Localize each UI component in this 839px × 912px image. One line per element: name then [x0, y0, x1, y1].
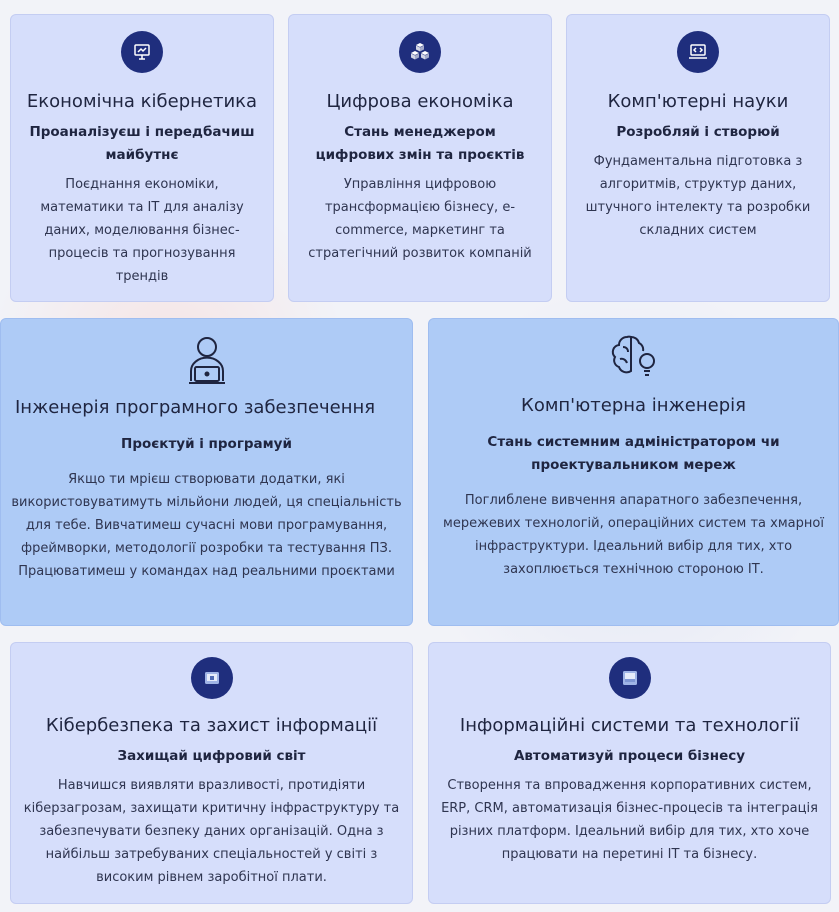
card-subtitle: Розробляй і створюй — [616, 123, 780, 140]
tablet-image-icon — [609, 657, 651, 699]
card-description: Якщо ти мрієш створювати додатки, які використовуватимуть мільйони людей, ця спеціальність для тебе. Вивчатимеш сучасні мови програмування, фреймворки, методології розробки та тестування ПЗ. Працюватимеш у командах над реальними проєктами — [11, 471, 402, 579]
card-subtitle: Стань менеджером цифрових змін та проєктів — [315, 123, 525, 163]
cubes-icon — [399, 31, 441, 73]
card-information-systems[interactable] — [428, 642, 831, 904]
card-title: Інженерія програмного забезпечення — [15, 397, 376, 418]
card-description: Поглиблене вивчення апаратного забезпечення, мережевих технологій, операційних систем та хмарної інфраструктури. Ідеальний вибір для тих, хто захоплюється технічною стороною ІТ. — [443, 492, 824, 577]
laptop-code-icon — [677, 31, 719, 73]
card-digital-economy[interactable] — [288, 14, 552, 302]
card-title: Кібербезпека та захист інформації — [45, 715, 378, 736]
card-title: Комп'ютерні науки — [607, 91, 789, 112]
card-description: Створення та впровадження корпоративних систем, ERP, CRM, автоматизація бізнес-процесів та інтеграція різних платформ. Ідеальний вибір для тих, хто хоче працювати на перетині ІТ та бізнесу. — [441, 777, 818, 862]
card-title: Цифрова економіка — [326, 91, 514, 112]
card-title: Інформаційні системи та технології — [459, 715, 800, 736]
shield-image-icon — [191, 657, 233, 699]
card-subtitle: Проаналізуєш і передбачиш майбутнє — [29, 123, 255, 163]
card-software-engineering[interactable] — [0, 318, 413, 626]
card-subtitle: Стань системним адміністратором чи проектувальником мереж — [487, 433, 780, 473]
chart-presentation-icon — [121, 31, 163, 73]
card-subtitle: Автоматизуй процеси бізнесу — [513, 747, 746, 764]
card-description: Навчишся виявляти вразливості, протидіяти кіберзагрозам, захищати критичну інфраструктуру та забезпечувати безпеку даних організацій. Одна з найбільш затребуваних спеціальностей у світі з високим рівнем заробітної плати. — [23, 777, 400, 885]
card-description: Управління цифровою трансформацією бізнесу, e-commerce, маркетинг та стратегічний розвиток компаній — [308, 176, 532, 261]
card-computer-engineering[interactable] — [428, 318, 839, 626]
card-title: Економічна кібернетика — [26, 91, 258, 112]
card-subtitle: Проєктуй і програмуй — [121, 435, 292, 452]
card-title: Комп'ютерна інженерія — [521, 395, 746, 416]
card-description: Фундаментальна підготовка з алгоритмів, структур даних, штучного інтелекту та розробки складних систем — [585, 153, 811, 238]
card-subtitle: Захищай цифровий світ — [117, 747, 306, 764]
card-description: Поєднання економіки, математики та ІТ для аналізу даних, моделювання бізнес-процесів та прогнозування трендів — [40, 176, 244, 284]
card-economic-cybernetics[interactable] — [10, 14, 274, 302]
card-cybersecurity[interactable] — [10, 642, 413, 904]
brain-bulb-icon — [609, 333, 659, 381]
card-computer-science[interactable] — [566, 14, 830, 302]
developer-laptop-icon — [185, 335, 229, 387]
